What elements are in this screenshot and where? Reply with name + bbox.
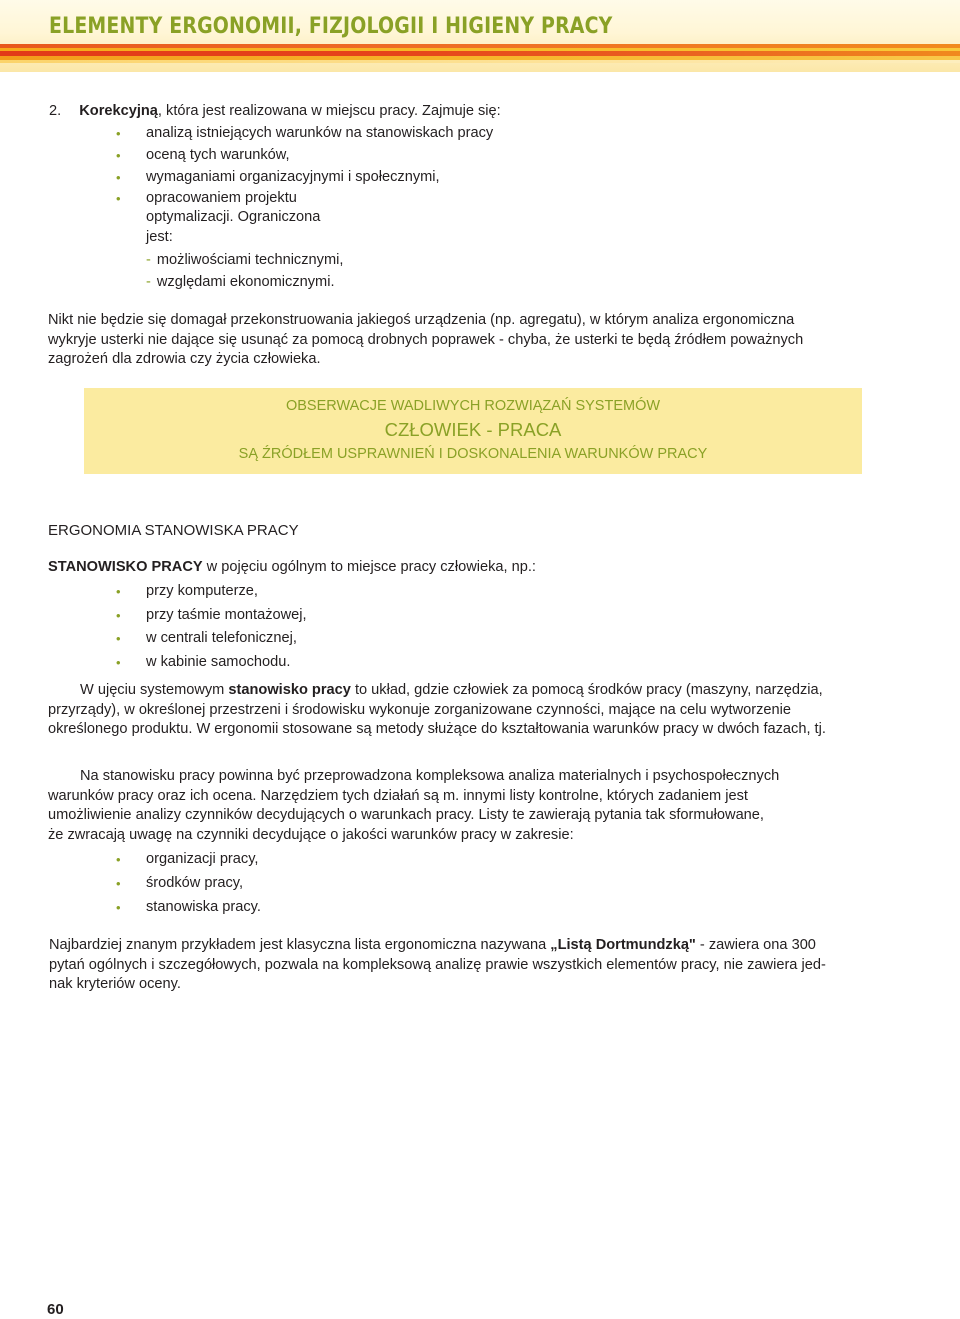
bullet-icon: •	[116, 631, 121, 646]
text-span: W ujęciu systemowym	[80, 682, 229, 698]
callout-line-1: OBSERWACJE WADLIWYCH ROZWIĄZAŃ SYSTEMÓW	[285, 398, 661, 414]
dash-item-text: możliwościami technicznymi,	[156, 252, 344, 268]
bullet-icon: •	[116, 608, 121, 623]
list-item: stanowiska pracy.	[146, 899, 261, 915]
page-number: 60	[47, 1301, 64, 1318]
dash-icon: -	[146, 252, 151, 268]
paragraph-line: nak kryteriów oceny.	[49, 976, 181, 992]
bullet-icon: •	[116, 852, 121, 867]
dash-item	[146, 273, 335, 293]
point-2-intro	[49, 102, 501, 122]
paragraph-line: umożliwienie analizy czynników decydujących o warunkach pracy. Listy te zawierają pytania tak sformułowane,	[48, 807, 764, 823]
dash-item-text: względami ekonomicznymi.	[156, 274, 335, 290]
point-2-bold: Korekcyjną	[79, 103, 158, 119]
section-heading: ERGONOMIA STANOWISKA PRACY	[48, 522, 299, 539]
paragraph-line	[80, 681, 823, 701]
bullet-icon: •	[116, 148, 121, 163]
list-item: środków pracy,	[146, 875, 244, 891]
paragraph-line: wykryje usterki nie dające się usunąć za pomocą drobnych poprawek - chyba, że usterki te będą źródłem poważnych	[48, 332, 804, 348]
list-item: oceną tych warunków,	[146, 147, 290, 163]
point-number: 2.	[49, 103, 62, 119]
dash-icon: -	[146, 274, 151, 290]
bullet-icon: •	[116, 655, 121, 670]
point-2-rest: , która jest realizowana w miejscu pracy. Zajmuje się:	[157, 103, 501, 119]
bullet-icon: •	[116, 584, 121, 599]
list-item: w kabinie samochodu.	[146, 654, 291, 670]
callout-line-2: CZŁOWIEK - PRACA	[384, 419, 562, 440]
text-span: Najbardziej znanym przykładem jest klasyczna lista ergonomiczna nazywana	[49, 937, 551, 953]
callout-line-3: SĄ ŹRÓDŁEM USPRAWNIEŃ I DOSKONALENIA WARUNKÓW PRACY	[238, 446, 708, 462]
callout-box	[84, 388, 862, 474]
bullet-icon: •	[116, 191, 121, 206]
paragraph-line: Na stanowisku pracy powinna być przeprowadzona kompleksowa analiza materialnych i psychospołecznych	[80, 768, 780, 784]
paragraph-line: zagrożeń dla zdrowia czy życia człowieka.	[48, 351, 321, 367]
list-item-continuation: jest:	[146, 229, 173, 245]
list-item: w centrali telefonicznej,	[146, 630, 297, 646]
list-item: organizacji pracy,	[146, 851, 259, 867]
text-span: - zawiera ona 300	[695, 937, 816, 953]
list-item: przy taśmie montażowej,	[146, 607, 307, 623]
stanowisko-definition	[48, 558, 536, 578]
header-title: ELEMENTY ERGONOMII, FIZJOLOGII I HIGIENY PRACY	[49, 14, 613, 39]
bullet-icon: •	[116, 126, 121, 141]
list-item: opracowaniem projektu	[146, 190, 297, 206]
paragraph-line: przyrządy), w określonej przestrzeni i środowisku wykonuje zorganizowane czynności, mające na celu wytworzenie	[48, 702, 791, 718]
paragraph-line: określonego produktu. W ergonomii stosowane są metody służące do kształtowania warunków pracy w dwóch fazach, tj.	[48, 721, 826, 737]
list-item: wymaganiami organizacyjnymi i społecznymi,	[146, 169, 440, 185]
paragraph-line: Nikt nie będzie się domagał przekonstruowania jakiegoś urządzenia (np. agregatu), w którym analiza ergonomiczna	[48, 312, 795, 328]
text-bold: „Listą Dortmundzką"	[550, 937, 696, 953]
dash-item	[146, 251, 343, 271]
bullet-icon: •	[116, 900, 121, 915]
bullet-icon: •	[116, 170, 121, 185]
list-item: analizą istniejących warunków na stanowiskach pracy	[146, 125, 494, 141]
header-stripe	[0, 60, 960, 63]
stanowisko-rest: w pojęciu ogólnym to miejsce pracy człowieka, np.:	[202, 559, 536, 575]
paragraph-line: że zwracają uwagę na czynniki decydujące o jakości warunków pracy w zakresie:	[48, 827, 574, 843]
paragraph-line: pytań ogólnych i szczegółowych, pozwala na kompleksową analizę prawie wszystkich elementów pracy, nie zawiera jed-	[49, 957, 826, 973]
stanowisko-bold: STANOWISKO PRACY	[48, 559, 203, 575]
list-item: przy komputerze,	[146, 583, 258, 599]
text-bold: stanowisko pracy	[228, 682, 351, 698]
paragraph-line	[49, 936, 816, 956]
text-span: to układ, gdzie człowiek za pomocą środków pracy (maszyny, narzędzia,	[350, 682, 823, 698]
page-header	[0, 0, 960, 72]
bullet-icon: •	[116, 876, 121, 891]
list-item-continuation: optymalizacji. Ograniczona	[146, 209, 321, 225]
paragraph-line: warunków pracy oraz ich ocena. Narzędziem tych działań są m. innymi listy kontrolne, których zadaniem jest	[48, 788, 748, 804]
